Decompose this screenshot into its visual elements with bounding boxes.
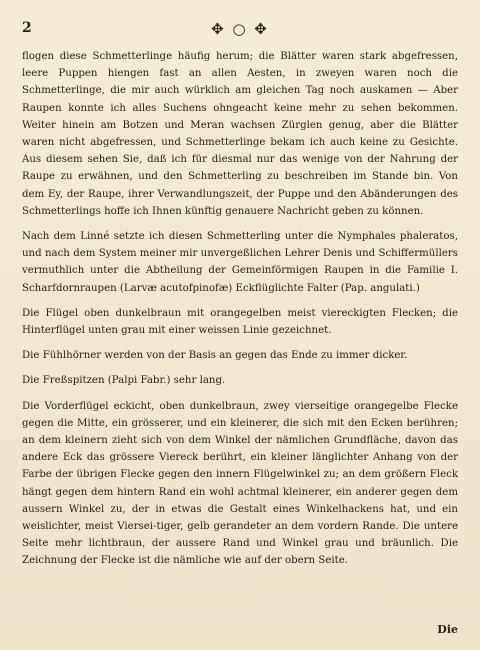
paragraph-5: Die Freßspitzen (Palpi Fabr.) sehr lang. — [22, 375, 226, 387]
paragraph-3: Die Flügel oben dunkelbraun mit orangegelben meist viereckigten Flecken; die Hinterflügel unten grau mit einer weissen Linie gezeichnet. — [22, 307, 458, 337]
paragraph-4: Die Fühlhörner werden von der Basis an gegen das Ende zu immer dicker. — [22, 350, 408, 362]
paragraph-6: Die Vorderflügel eckicht, oben dunkelbraun, zwey vierseitige orangegelbe Flecke gegen die Mitte, ein grösserer, und ein kleinerer, die sich mit den Ecken berühren; an dem kleinern zieht sich von dem Winkel der nämlichen Grundfläche, davon das andere Eck das grössere Viereck berührt, ein kleiner länglichter Anhang von der Farbe der übrigen Flecke gegen den innern Flügelwinkel zu; an dem größern Fleck hängt gegen dem hintern Rand ein wohl achtmal kleinerer, ein anderer gegen dem aussern Winkel zu, der in etwas die Gestalt eines Winkelhackens hat, und ein weislichter, meist Viersei-tiger, gelb gerandeter an dem vordern Rande. Die untere Seite mehr lichtbraun, der aussere Rand und Winkel grau und bräunlich. Die Zeichnung der Flecke ist die nämliche wie auf der obern Seite. — [22, 400, 458, 567]
paragraph-2: Nach dem Linné setzte ich diesen Schmetterling unter die Nymphales phaleratos, und nach dem System meiner mir unvergeßlichen Lehrer Denis und Schiffermüllers vermuthlich unter die Abtheilung der Gemeinförmigen Raupen in die Familie I. Scharfdornraupen (Larvæ acutofpinofæ) Eckflüglichte Falter (Pap. angulati.) — [22, 231, 458, 294]
page-number: 2 — [22, 20, 32, 36]
page-header — [22, 18, 458, 40]
catchword: Die — [437, 623, 458, 636]
header-ornament: ✥ ○ ✥ — [211, 20, 269, 38]
body-text — [22, 48, 458, 570]
paragraph-1: flogen diese Schmetterlinge häufig herum; die Blätter waren stark abgefressen, leere Puppen hiengen fast an allen Aesten, in zweyen waren noch die Schmetterlinge, die mir auch würklich am gleichen Tag noch auskamen — Aber Raupen konnte ich alles Suchens ohngeacht keine mehr zu sehen bekommen. Weiter hinein am Botzen und Meran wachsen Zürglen genug, aber die Blätter waren nicht abgefressen, und Schmetterlinge bekam ich auch keine zu Gesichte. Aus diesem sehen Sie, daß ich für diesmal nur das wenige von der Nahrung der Raupe zu erwähnen, und den Schmetterling zu beschreiben im Stande bin. Von dem Ey, der Raupe, ihrer Verwandlungszeit, der Puppe und den Abänderungen des Schmetterlings hoffe ich Ihnen künftig genauere Nachricht geben zu können. — [22, 51, 458, 217]
